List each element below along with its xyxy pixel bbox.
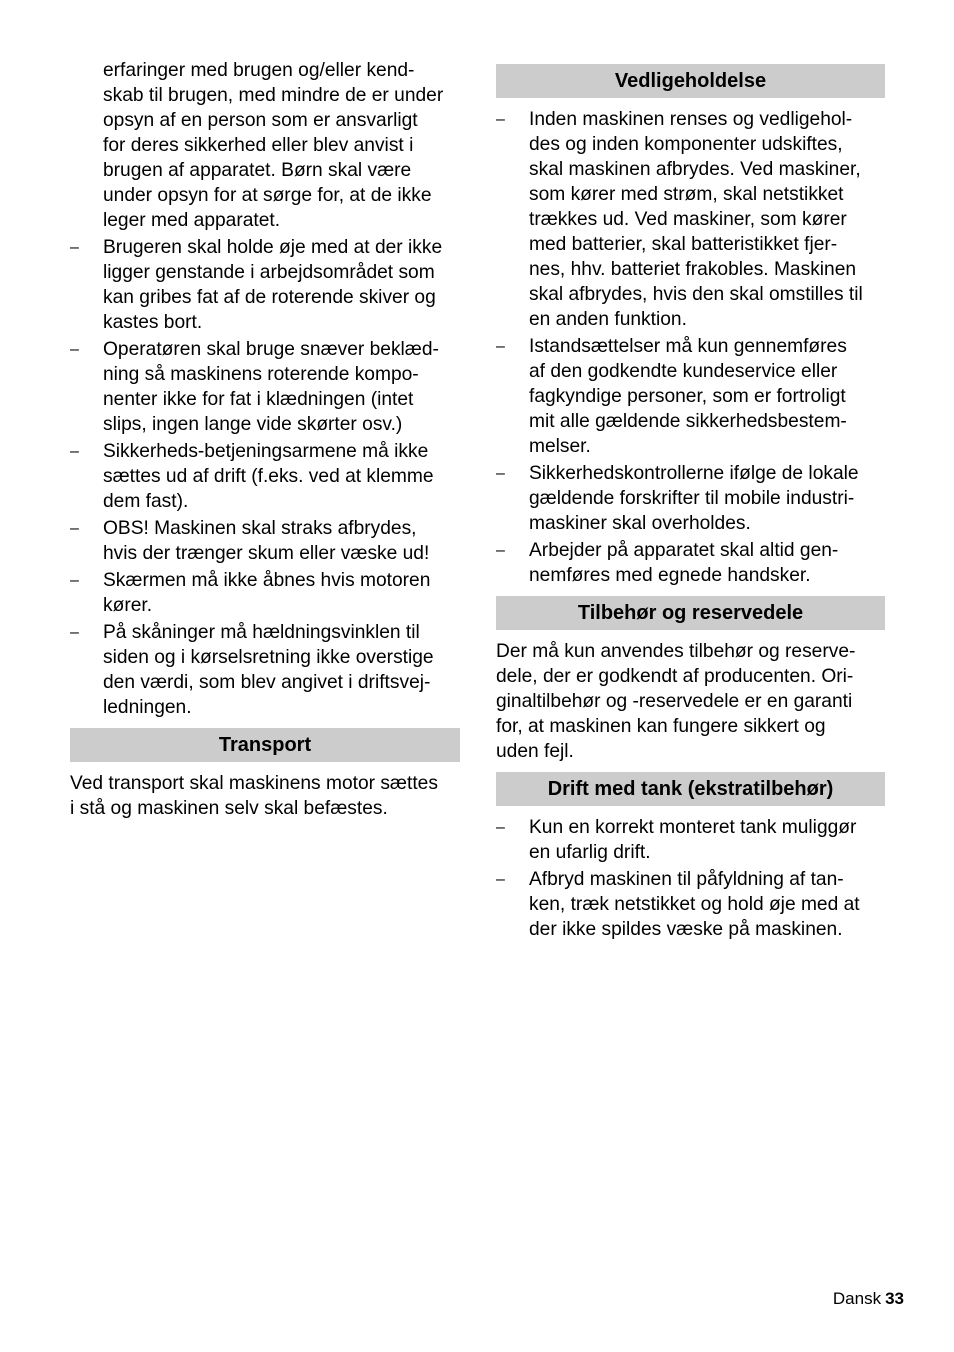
accessories-paragraph: Der må kun anvendes tilbehør og reserve- dele, der er godkendt af producenten. Ori- ginaltilbehør og -reservedele er en garanti for, at maskinen kan fungere sikkert og uden fejl. <box>496 641 856 762</box>
dash-bullet: – <box>496 871 505 888</box>
accessories-heading: Tilbehør og reservedele <box>496 596 885 630</box>
list-item-text: Brugeren skal holde øje med at der ikke ligger genstande i arbejdsområdet som kan gribes fat af de roterende skiver og kastes bort. <box>103 237 443 333</box>
list-item-text: Arbejder på apparatet skal altid gen- nemføres med egnede handsker. <box>529 540 839 586</box>
list-item <box>496 815 885 865</box>
tank-bullet-list <box>496 815 885 942</box>
transport-paragraph: Ved transport skal maskinens motor sættes i stå og maskinen selv skal befæstes. <box>70 773 438 819</box>
dash-bullet: – <box>70 443 79 460</box>
list-item <box>70 516 460 566</box>
list-item-text: Kun en korrekt monteret tank muliggør en ufarlig drift. <box>529 817 857 863</box>
list-item <box>496 107 885 332</box>
list-item-text: Afbryd maskinen til påfyldning af tan- ken, træk netstikket og hold øje med at der ikke spildes væske på maskinen. <box>529 869 860 940</box>
dash-bullet: – <box>496 465 505 482</box>
maintenance-heading: Vedligeholdelse <box>496 64 885 98</box>
list-item-text: Skærmen må ikke åbnes hvis motoren kører. <box>103 570 431 616</box>
list-item <box>70 439 460 514</box>
dash-bullet: – <box>70 572 79 589</box>
dash-bullet: – <box>70 341 79 358</box>
list-item <box>496 867 885 942</box>
left-column <box>70 58 460 821</box>
list-item-text: Operatøren skal bruge snæver beklæd- ning så maskinens roterende kompo- nenter ikke for fat i klædningen (intet slips, ingen lange vide skørter osv.) <box>103 339 439 435</box>
dash-bullet: – <box>496 338 505 355</box>
tank-heading: Drift med tank (ekstratilbehør) <box>496 772 885 806</box>
safety-bullet-list <box>70 235 460 720</box>
list-item-text: Sikkerheds-betjeningsarmene må ikke sættes ud af drift (f.eks. ved at klemme dem fast). <box>103 441 434 512</box>
page-number: 33 <box>885 1289 904 1308</box>
list-item-text: Inden maskinen renses og vedligehol- des og inden komponenter udskiftes, skal maskinen afbrydes. Ved maskiner, som kører med strøm, skal netstikket trækkes ud. Ved maskiner, som kører med batterier, skal batteristikket fjer- nes, hhv. batteriet frakobles. Maskinen skal afbrydes, hvis den skal omstilles til en anden funktion. <box>529 109 863 330</box>
dash-bullet: – <box>70 520 79 537</box>
footer-language: Dansk <box>832 1289 882 1308</box>
list-item <box>70 235 460 335</box>
page-footer <box>833 1289 904 1309</box>
dash-bullet: – <box>70 239 79 256</box>
transport-heading: Transport <box>70 728 460 762</box>
dash-bullet: – <box>496 111 505 128</box>
list-item-text: Istandsættelser må kun gennemføres af den godkendte kundeservice eller fagkyndige personer, som er fortroligt mit alle gældende sikkerhedsbestem- melser. <box>529 336 847 457</box>
list-item <box>496 461 885 536</box>
right-column <box>496 58 885 944</box>
list-item-text: På skåninger må hældningsvinklen til siden og i kørselsretning ikke overstige den værdi, som blev angivet i driftsvej- ledningen. <box>103 622 434 718</box>
list-item <box>496 538 885 588</box>
continued-paragraph: erfaringer med brugen og/eller kend- skab til brugen, med mindre de er under opsyn af en person som er ansvarligt for deres sikkerhed eller blev anvist i brugen af apparatet. Børn skal være under opsyn for at sørge for, at de ikke leger med apparatet. <box>103 60 444 231</box>
list-item <box>496 334 885 459</box>
dash-bullet: – <box>496 542 505 559</box>
dash-bullet: – <box>70 624 79 641</box>
list-item-text: OBS! Maskinen skal straks afbrydes, hvis der trænger skum eller væske ud! <box>103 518 430 564</box>
list-item <box>70 337 460 437</box>
list-item-text: Sikkerhedskontrollerne ifølge de lokale gældende forskrifter til mobile industri- maskiner skal overholdes. <box>529 463 859 534</box>
dash-bullet: – <box>496 819 505 836</box>
list-item <box>70 568 460 618</box>
maintenance-bullet-list <box>496 107 885 588</box>
list-item <box>70 620 460 720</box>
